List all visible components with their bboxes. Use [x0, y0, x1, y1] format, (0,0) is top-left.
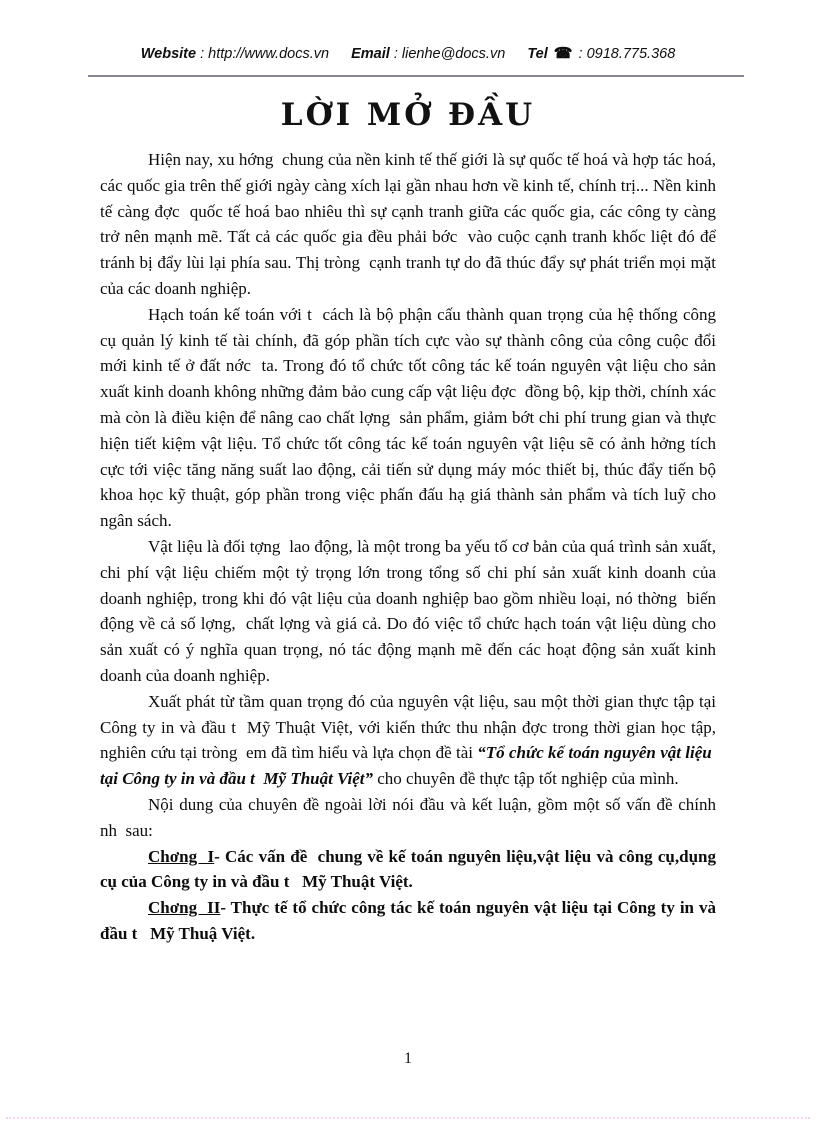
header-divider — [88, 75, 744, 77]
topic-paragraph — [100, 689, 716, 792]
chapter-2-line — [100, 895, 716, 947]
outline-intro-paragraph: Nội dung của chuyên đề ngoài lời nói đầu và kết luận, gồm một số vấn đề chính nh sau: — [100, 794, 716, 840]
tel-value: : 0918.775.368 — [578, 46, 676, 62]
thesis-title: “Tổ chức kế toán nguyên vật liệu tại Công ty in và đầu t Mỹ Thuật Việt” — [100, 743, 716, 789]
page-header — [0, 44, 816, 62]
chapter-1-text: - Các vấn đề chung về kế toán nguyên liệu,vật liệu và công cụ,dụng cụ của Công ty in và đầu t Mỹ Thuật Việt. — [100, 846, 716, 892]
materials-importance-paragraph: Vật liệu là đối tợng lao động, là một trong ba yếu tố cơ bản của quá trình sản xuất, chi phí vật liệu chiếm một tỷ trọng lớn trong tổng số chi phí sản xuất kinh doanh của doanh nghiệp, trong khi đó vật liệu của doanh nghiệp bao gồm nhiều loại, nó thờng biến động về cả số lợng, chất lợng và giá cả. Do đó việc tổ chức hạch toán vật liệu dùng cho sản xuất có ý nghĩa quan trọng, nó tác động mạnh mẽ đến các hoạt động sản xuất kinh doanh của doanh nghiệp. — [100, 536, 716, 685]
topic-paragraph-post: cho chuyên đề thực tập tốt nghiệp của mình. — [372, 769, 679, 789]
chapter-2-label: Chơng II — [148, 898, 221, 918]
document-title: LỜI MỞ ĐẦU — [280, 97, 536, 133]
email-value: : lienhe@docs.vn — [393, 46, 506, 62]
document-body — [100, 147, 716, 947]
website-label: Website — [140, 46, 197, 62]
accounting-role-paragraph: Hạch toán kế toán với t cách là bộ phận cấu thành quan trọng của hệ thống công cụ quản lý kinh tế tài chính, đã góp phần tích cực vào sự thành công của công cuộc đổi mới kinh tế ở đất nớc ta. Trong đó tổ chức tốt công tác kế toán nguyên vật liệu cho sản xuất kinh doanh không những đảm bảo cung cấp vật liệu đợc đồng bộ, kịp thời, chính xác mà còn là điều kiện để nâng cao chất lợng sản phẩm, giảm bớt chi phí trung gian và thực hiện tiết kiệm vật liệu. Tổ chức tốt công tác kế toán nguyên vật liệu sẽ có ảnh hởng tích cực tới việc tăng năng suất lao động, cải tiến sử dụng máy móc thiết bị, thúc đẩy tiến bộ khoa học kỹ thuật, góp phần trong việc phấn đấu hạ giá thành sản phẩm và tích luỹ cho ngân sách. — [100, 304, 716, 531]
topic-paragraph-pre: Xuất phát từ tầm quan trọng đó của nguyên vật liệu, sau một thời gian thực tập tại Công ty in và đầu t Mỹ Thuật Việt, với kiến thức thu nhận đợc trong thời gian học tập, nghiên cứu tại tròng em đã tìm hiểu và lựa chọn đề tài — [100, 691, 716, 763]
telephone-icon: ☎ — [553, 45, 573, 62]
email-label: Email — [351, 46, 390, 62]
page-number: 1 — [404, 1050, 412, 1067]
chapter-2-text: - Thực tế tổ chức công tác kế toán nguyên vật liệu tại Công ty in và đầu t Mỹ Thuậ Việt. — [100, 898, 716, 943]
scan-artifact-dotted-line — [6, 1117, 810, 1119]
chapter-1-label: Chơng I — [148, 846, 215, 866]
tel-label: Tel — [527, 46, 548, 62]
website-value: : http://www.docs.vn — [200, 46, 330, 62]
intro-paragraph: Hiện nay, xu hớng chung của nền kinh tế thế giới là sự quốc tế hoá và hợp tác hoá, các quốc gia trên thế giới ngày càng xích lại gần nhau hơn về kinh tế, chính trị... Nền kinh tế càng đợc quốc tế hoá bao nhiêu thì sự cạnh tranh giữa các quốc gia, các công ty càng trở nên mạnh mẽ. Tất cả các quốc gia đều phải bớc vào cuộc cạnh tranh khốc liệt đó để tránh bị đẩy lùi lại phía sau. Thị tròng cạnh tranh tự do đã thúc đẩy sự phát triển mọi mặt của các doanh nghiệp. — [100, 150, 716, 298]
chapter-1-line — [100, 844, 716, 896]
